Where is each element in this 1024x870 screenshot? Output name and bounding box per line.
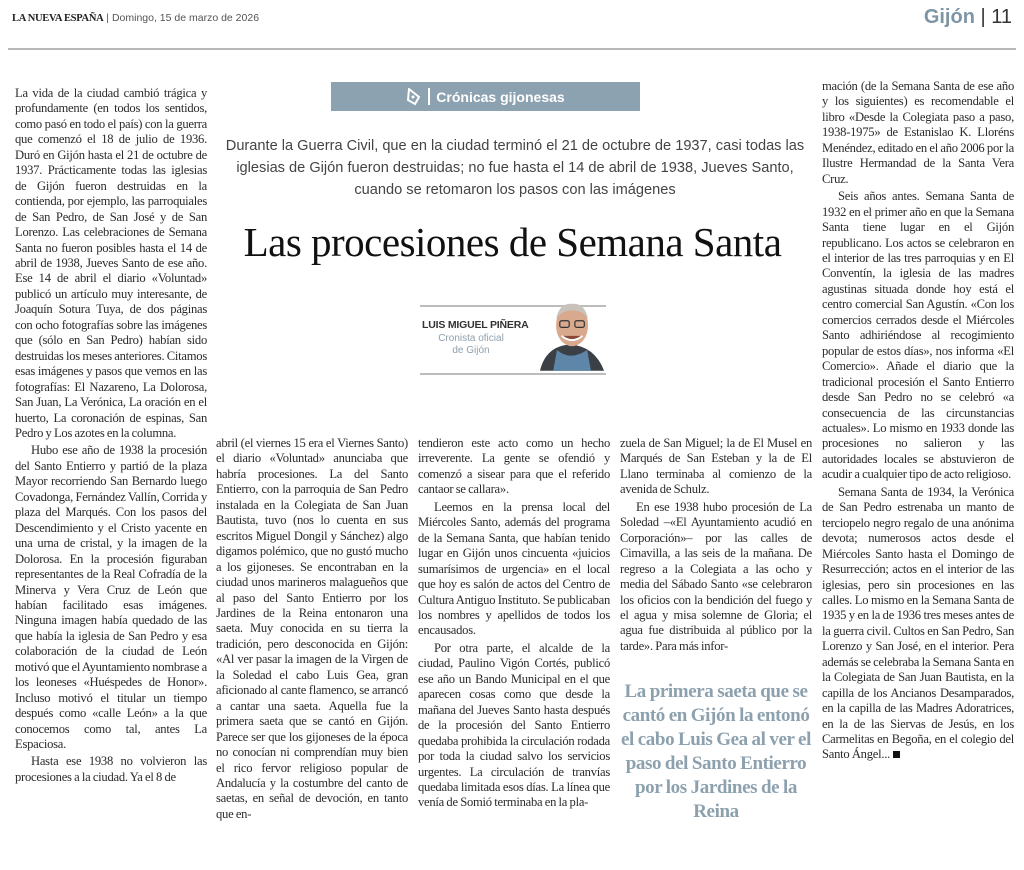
author-role: Cronista oficial de Gijón: [438, 333, 504, 356]
section-tag: [331, 82, 640, 111]
article-column-5: [822, 79, 1014, 763]
tag-divider: [428, 88, 430, 105]
paragraph: Hasta ese 1938 no volvieron las procesiones a la ciudad. Ya el 8 de: [15, 754, 207, 784]
paragraph: La vida de la ciudad cambió trágica y profundamente (en todos los sentidos, como pasó en todo el país) con la guerra que comenzó el 18 de julio de 1936. Duró en Gijón hasta el 21 de octubre de 1937. Prácticamente todas las iglesias de Gijón fueron destruidas en la contienda, por ejemplo, las parroquiales de San Pedro, de San José y de San Lorenzo. Las celebraciones de Semana Santa no fueron posibles hasta el 14 de abril de 1938, Jueves Santo de ese año. Ese 14 de abril el diario «Voluntad» publicó un artículo muy interesante, de Joaquín Sotura Tuya, de dos páginas con ocho fotografías sobre las imágenes que (sólo en San Pedro) habían sido destruidas los meses anteriores. Citamos esas imágenes y pasos que vemos en las fotografías: El Nazareno, La Dolorosa, San Juan, La Verónica, La oración en el huerto, La coronación de espinas, San Pedro y Los azotes en la columna.: [15, 86, 207, 440]
author-photo: [540, 295, 606, 373]
header-rule: [8, 48, 1016, 50]
paragraph: Hubo ese año de 1938 la procesión del Santo Entierro y partió de la plaza Mayor recorriendo San Bernardo luego Covadonga, Fernández Vallín, Corrida y plaza del Marqués. Con los pasos del Descendimiento y el Cristo yacente en una urna de cristal, y la imagen de la Dolorosa. En la procesión figuraban representantes de la Real Cofradía de la Minerva y Vera Cruz de León que habían facilitado esas imágenes. Ninguna imagen había quedado de las que había la iglesia de San Pedro y esa colaboración de la ciudad de León motivó que el Ayuntamiento nombrase a los leoneses «Huéspedes de Honor». Incluso motivó el titular un tiempo después como «calle León» a la que conocemos como tal, antes La Espaciosa.: [15, 443, 207, 752]
page-header-right: Gijón | 11: [923, 6, 1012, 28]
newspaper-name: LA NUEVA ESPAÑA: [12, 13, 104, 24]
pen-nib-icon: [406, 88, 422, 106]
author-name: LUIS MIGUEL PIÑERA: [422, 319, 529, 331]
paragraph: Seis años antes. Semana Santa de 1932 en el primer año en que la Semana Santa tiene lugar en el Gijón republicano. Los actos se celebraron en el interior de las tres parroquias y en El Conventín, la iglesia de las madres agustinas situada donde hoy está el centro comercial San Agustín. «Con los comercios cerrados desde el Miércoles Santo adhiriéndose al recogimiento popular de estos días», nos informa «El Comercio». Añade el diario que la tradicional procesión el Santo Entierro desde San Pedro no se celebró «a consecuencia de las circunstancias actuales». Lo mismo en 1933 donde las procesiones no salieron y las autoridades locales se abstuvieron de acudir a cualquier tipo de acto religioso.: [822, 189, 1014, 482]
paragraph: En ese 1938 hubo procesión de La Soledad –«El Ayuntamiento acudió en Corporación»– por las calles de Cimavilla, a las seis de la mañana. De regreso a la Colegiata a las ocho y media del Sábado Santo «se celebraron los oficios con la bendición del fuego y el agua y misa solemne de Gloria; el agua fue distribuida al público por la tarde». Para más infor-: [620, 499, 812, 653]
article-column-3: [418, 436, 610, 811]
section-name: Gijón: [923, 6, 975, 28]
column-4-text: [620, 436, 812, 654]
paragraph: tendieron este acto como un hecho irreverente. La gente se ofendió y comenzó a sisear para que el referido cantaor se callara».: [418, 436, 610, 497]
page-number: 11: [991, 6, 1012, 28]
article-deck: Durante la Guerra Civil, que en la ciudad terminó el 21 de octubre de 1937, casi todas las iglesias de Gijón fueron destruidas; no fue hasta el 14 de abril de 1938, Jueves Santo, cuando se retomaron los pasos con las imágenes: [225, 138, 805, 198]
paragraph: Leemos en la prensa local del Miércoles Santo, además del programa de la Semana Santa, que habían tenido lugar en Gijón unos cincuenta «juicios sumarísimos de urgencia» en el local que hoy es salón de actos del Centro de Cultura Antiguo Instituto. Se publicaban los nombres y apellidos de todos los encausados.: [418, 499, 610, 638]
paragraph: Por otra parte, el alcalde de la ciudad, Paulino Vigón Cortés, publicó ese año un Bando Municipal en el que aparecen cosas como que desde la mañana del Jueves Santo hasta después de la procesión del Santo Entierro quedaba prohibida la circulación rodada por toda la ciudad salvo los servicios urgentes. La circulación de tranvías quedaba limitada esos días. La línea que venía de Somió terminaba en la pla-: [418, 640, 610, 810]
issue-date: Domingo, 15 de marzo de 2026: [111, 12, 260, 24]
page-header-left: LA NUEVA ESPAÑA | Domingo, 15 de marzo de 2026: [12, 12, 260, 24]
author-box: [420, 305, 606, 375]
article-column-2: [216, 436, 408, 822]
pull-quote: La primera saeta que se cantó en Gijón la entonó el cabo Luis Gea al ver el paso del Santo Entierro por los Jardines de la Reina: [621, 681, 811, 823]
article-column-4: [620, 436, 812, 824]
paragraph: Semana Santa de 1934, la Verónica de San Pedro estrenaba un manto de terciopelo negro regalo de una anónima devota; numerosos actos desde el Miércoles Santo hasta el Domingo de Resurrección; actos en el interior de las iglesias, pero sin procesiones en las calles. Lo mismo en la Semana Santa de 1935 y en la de 1936 tres meses antes de la guerra civil. Cultos en San Pedro, San Lorenzo y San José, en el interior. Pera además se celebraba la Semana Santa en la Colegiata de San Juan Bautista, en la capilla de los Ancianos Desamparados, en la capilla de las Madres Adoratrices, en la de las Siervas de Jesús, en los Carmelitas en Begoña, en el colegio del Santo Ángel...: [822, 484, 1014, 762]
paragraph: abril (el viernes 15 era el Viernes Santo) el diario «Voluntad» anunciaba que habría procesiones. La del Santo Entierro, con la parroquia de San Pedro instalada en la Colegiata de San Juan Bautista, tuvo (nos lo cuenta en sus escritos Miguel Dongil y Sánchez) algo digamos polémico, que no gustó mucho a los gijoneses. Se encontraban en la ciudad unos marineros malagueños que al paso del Santo Entierro por los Jardines de la Reina entonaron una saeta. Muy conocida en su tierra la tradición, pero desconocida en Gijón: «Al ver pasar la imagen de la Virgen de la Soledad el cabo Luis Gea, gran aficionado al cante flamenco, se arrancó a cantar una saeta. Aquella fue la primera saeta que se cantó en Gijón. Parece ser que los gijoneses de la época no conocían ni comprendían muy bien el rico fervor religioso popular de Andalucía y la costumbre del canto de saetas, en señal de devoción, en tanto que en-: [216, 436, 408, 821]
article-column-1: [15, 86, 207, 785]
tag-label: Crónicas gijonesas: [436, 88, 565, 105]
end-mark-icon: [893, 751, 900, 758]
paragraph: mación (de la Semana Santa de ese año y los siguientes) es recomendable el libro «Desde la Colegiata paso a paso, 1938-1975» de Estanislao K. Lloréns Menéndez, editado en el año 2006 por la Ilustre Hermandad de la Santa Vera Cruz.: [822, 79, 1014, 186]
article-title: Las procesiones de Semana Santa: [243, 219, 782, 265]
paragraph: zuela de San Miguel; la de El Musel en Marqués de San Esteban y la de El Llano terminaba al comienzo de la avenida de Schulz.: [620, 436, 812, 497]
